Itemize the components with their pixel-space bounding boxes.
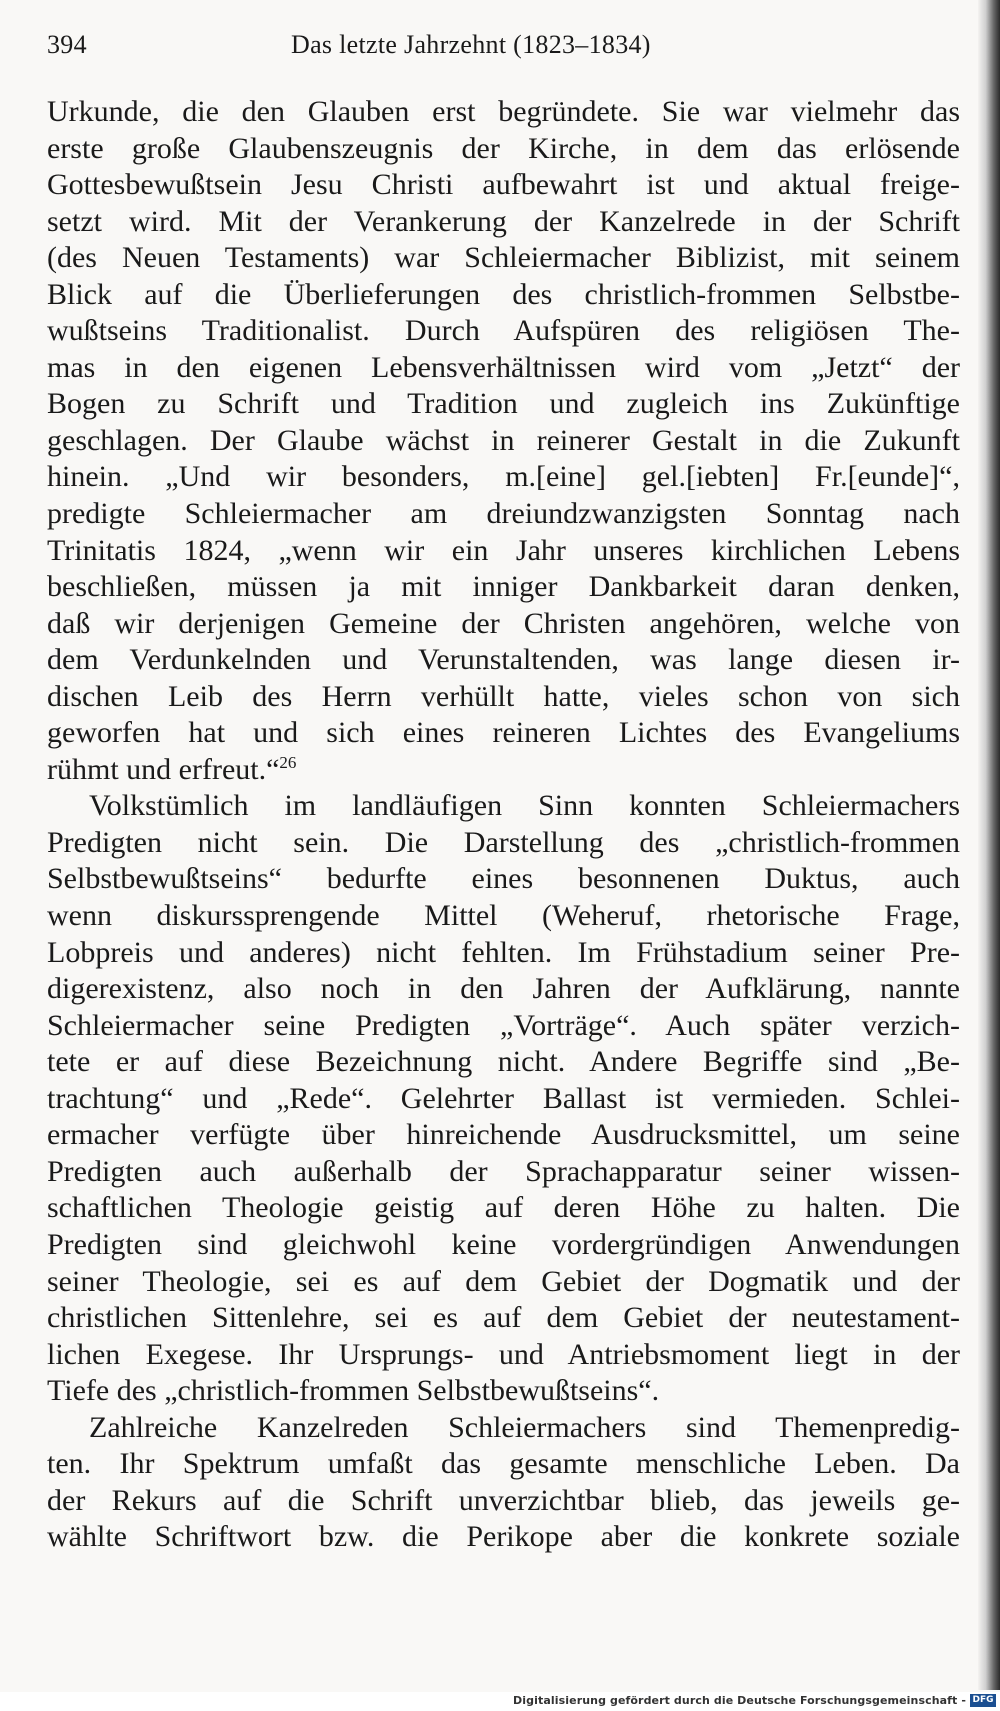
- text-line-content: Urkunde, die den Glauben erst begründete. Sie war vielmehr das: [47, 95, 960, 128]
- text-line: [47, 752, 960, 789]
- text-line-content: digerexistenz, also noch in den Jahren der Aufklärung, nannte: [47, 972, 960, 1006]
- text-line: [47, 131, 960, 168]
- text-line: [47, 240, 960, 277]
- page-number: 394: [47, 30, 87, 59]
- text-line-content: setzt wird. Mit der Verankerung der Kanzelrede in der Schrift: [47, 204, 960, 238]
- text-line: [47, 1483, 960, 1520]
- text-line-content: Predigten auch außerhalb der Sprachapparatur seiner wissen-: [47, 1154, 960, 1188]
- text-line: [47, 679, 960, 716]
- text-line-content: Gottesbewußtsein Jesu Christi aufbewahrt ist und aktual freige-: [47, 168, 960, 202]
- text-line: [47, 642, 960, 679]
- text-line: [47, 898, 960, 935]
- text-line: [47, 459, 960, 496]
- text-line-content: Predigten sind gleichwohl keine vordergründigen Anwendungen: [47, 1227, 960, 1261]
- text-line: [47, 1373, 960, 1410]
- text-line: [47, 935, 960, 972]
- text-line: [47, 94, 960, 131]
- text-line: [47, 423, 960, 460]
- text-line-content: seiner Theologie, sei es auf dem Gebiet der Dogmatik und der: [47, 1264, 960, 1298]
- text-line-content: christlichen Sittenlehre, sei es auf dem Gebiet der neutestament-: [47, 1301, 960, 1335]
- text-line-content: wenn diskurssprengende Mittel (Weheruf, rhetorische Frage,: [47, 899, 960, 933]
- text-line: [47, 1117, 960, 1154]
- text-line: [47, 1008, 960, 1045]
- text-line: [47, 1410, 960, 1447]
- text-line: [47, 1190, 960, 1227]
- running-head: [47, 30, 957, 70]
- text-line-content: daß wir derjenigen Gemeine der Christen angehören, welche von: [47, 606, 960, 640]
- text-line-content: der Rekurs auf die Schrift unverzichtbar blieb, das jeweils ge-: [47, 1483, 960, 1517]
- text-line: [47, 569, 960, 606]
- text-line: [47, 606, 960, 643]
- text-line: [47, 350, 960, 387]
- text-line: [47, 277, 960, 314]
- text-line: [47, 1300, 960, 1337]
- text-line-content: mas in den eigenen Lebensverhältnissen wird vom „Jetzt“ der: [47, 350, 960, 384]
- text-line: [47, 825, 960, 862]
- text-line: [47, 313, 960, 350]
- text-line-content: Blick auf die Überlieferungen des christlich-frommen Selbstbe-: [47, 277, 960, 311]
- text-line: [47, 533, 960, 570]
- text-line-content: geworfen hat und sich eines reineren Lichtes des Evangeliums: [47, 716, 960, 750]
- text-line: [47, 971, 960, 1008]
- text-line-content: beschließen, müssen ja mit inniger Dankbarkeit daran denken,: [47, 570, 960, 604]
- footnote-marker: 26: [279, 752, 297, 772]
- text-line: [47, 1081, 960, 1118]
- text-line-content: Trinitatis 1824, „wenn wir ein Jahr unseres kirchlichen Lebens: [47, 533, 960, 567]
- text-line: [47, 861, 960, 898]
- text-line-content: predigte Schleiermacher am dreiundzwanzigsten Sonntag nach: [47, 497, 960, 531]
- text-line: [47, 1227, 960, 1264]
- text-line: [47, 1337, 960, 1374]
- text-line-content: Schleiermacher seine Predigten „Vorträge“. Auch später verzich-: [47, 1008, 960, 1042]
- text-line-content: ermacher verfügte über hinreichende Ausdrucksmittel, um seine: [47, 1118, 960, 1152]
- text-line: [47, 496, 960, 533]
- text-line-content: ten. Ihr Spektrum umfaßt das gesamte menschliche Leben. Da: [47, 1447, 960, 1481]
- text-line-content: erste große Glaubenszeugnis der Kirche, in dem das erlösende: [47, 131, 960, 165]
- text-line-content: Lobpreis und anderes) nicht fehlten. Im Frühstadium seiner Pre-: [47, 935, 960, 969]
- funding-credit: Digitalisierung gefördert durch die Deutsche Forschungsgemeinschaft -: [513, 1694, 966, 1707]
- text-line-content: dischen Leib des Herrn verhüllt hatte, vieles schon von sich: [47, 679, 960, 713]
- page-gutter-shadow: [978, 0, 1000, 1690]
- text-line-content: Volkstümlich im landläufigen Sinn konnten Schleiermachers: [89, 789, 960, 823]
- text-line-content: wählte Schriftwort bzw. die Perikope aber die konkrete soziale: [47, 1520, 960, 1554]
- digitization-footer: [0, 1692, 1000, 1711]
- text-line-content: Tiefe des „christlich-frommen Selbstbewußtseins“.: [47, 1374, 660, 1408]
- text-line: [47, 1264, 960, 1301]
- text-line-content: Zahlreiche Kanzelreden Schleiermachers sind Themenpredig-: [89, 1410, 960, 1444]
- text-line-content: geschlagen. Der Glaube wächst in reinerer Gestalt in die Zukunft: [47, 423, 960, 457]
- text-line: [47, 715, 960, 752]
- text-line: [47, 386, 960, 423]
- dfg-logo: DFG: [970, 1694, 996, 1707]
- text-line-content: schaftlichen Theologie geistig auf deren Höhe zu halten. Die: [47, 1191, 960, 1225]
- text-line: [47, 1044, 960, 1081]
- text-line-content: dem Verdunkelnden und Verunstaltenden, was lange diesen ir-: [47, 643, 960, 677]
- text-line: [47, 204, 960, 241]
- running-title: Das letzte Jahrzehnt (1823–1834): [291, 30, 651, 59]
- text-line-content: wußtseins Traditionalist. Durch Aufspüren des religiösen The-: [47, 314, 960, 348]
- text-line-content: rühmt und erfreut.“: [47, 752, 280, 786]
- text-line: [47, 1446, 960, 1483]
- text-line-content: Bogen zu Schrift und Tradition und zugleich ins Zukünftige: [47, 387, 960, 421]
- text-line-content: Predigten nicht sein. Die Darstellung des „christlich-frommen: [47, 825, 960, 859]
- text-line-content: Selbstbewußtseins“ bedurfte eines besonnenen Duktus, auch: [47, 862, 960, 896]
- text-line-content: trachtung“ und „Rede“. Gelehrter Ballast ist vermieden. Schlei-: [47, 1081, 960, 1115]
- text-line: [47, 788, 960, 825]
- text-line: [47, 1519, 960, 1556]
- text-line-content: hinein. „Und wir besonders, m.[eine] gel.[iebten] Fr.[eunde]“,: [47, 460, 960, 494]
- body-text: [47, 94, 960, 1556]
- text-line-content: tete er auf diese Bezeichnung nicht. Andere Begriffe sind „Be-: [47, 1045, 960, 1079]
- text-line-content: (des Neuen Testaments) war Schleiermacher Biblizist, mit seinem: [47, 241, 960, 275]
- text-line-content: lichen Exegese. Ihr Ursprungs- und Antriebsmoment liegt in der: [47, 1337, 960, 1371]
- text-line: [47, 167, 960, 204]
- text-line: [47, 1154, 960, 1191]
